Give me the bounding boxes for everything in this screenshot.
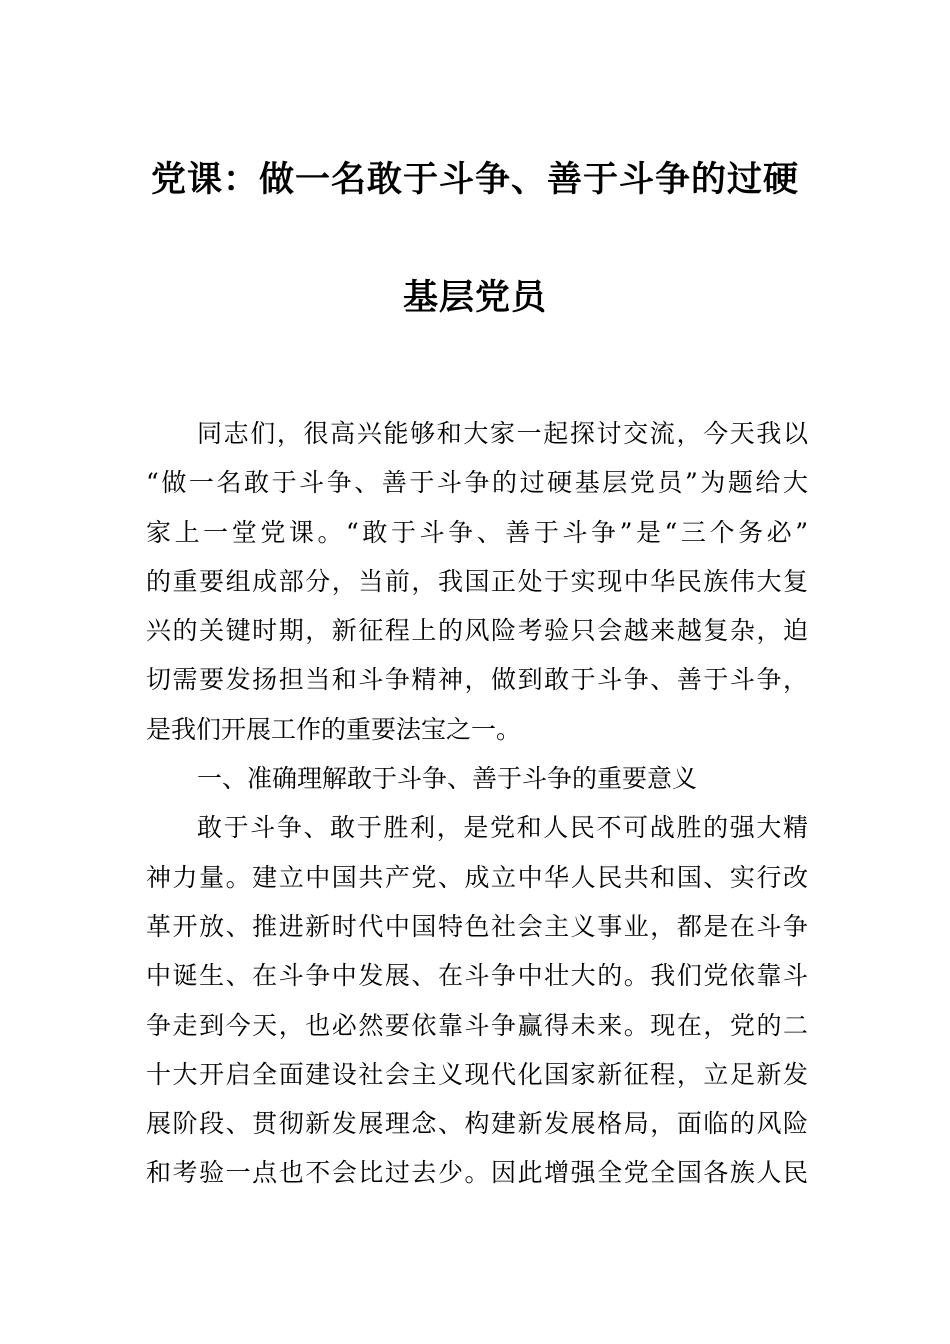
paragraph-line: 革开放、推进新时代中国特色社会主义事业，都是在斗争	[146, 911, 808, 941]
paragraph-line: 同志们，很高兴能够和大家一起探讨交流，今天我以	[197, 419, 808, 448]
paragraph-line: 争走到今天，也必然要依靠斗争赢得未来。现在，党的二	[146, 1010, 808, 1040]
section-heading: 一、准确理解敢于斗争、善于斗争的重要意义	[197, 764, 698, 794]
paragraph-line: 兴的关键时期，新征程上的风险考验只会越来越复杂，迫	[146, 616, 808, 646]
paragraph-line: 敢于斗争、敢于胜利，是党和人民不可战胜的强大精	[197, 813, 808, 843]
paragraph-line: 神力量。建立中国共产党、成立中华人民共和国、实行改	[146, 862, 808, 892]
paragraph-line: 的重要组成部分，当前，我国正处于实现中华民族伟大复	[146, 566, 808, 596]
paragraph-line: 家上一堂党课。“敢于斗争、善于斗争”是“三个务必”	[146, 517, 808, 547]
paragraph-line: 是我们开展工作的重要法宝之一。	[146, 714, 522, 744]
paragraph-line: 十大开启全面建设社会主义现代化国家新征程，立足新发	[146, 1059, 808, 1089]
paragraph-line: 展阶段、贯彻新发展理念、构建新发展格局，面临的风险	[146, 1109, 808, 1139]
paragraph-line: “做一名敢于斗争、善于斗争的过硬基层党员”为题给大	[146, 468, 808, 498]
paragraph-line: 中诞生、在斗争中发展、在斗争中壮大的。我们党依靠斗	[146, 961, 808, 991]
document-title-line-1: 党课：做一名敢于斗争、善于斗争的过硬	[150, 160, 799, 200]
paragraph-line: 和考验一点也不会比过去少。因此增强全党全国各族人民	[146, 1158, 808, 1188]
document-title-line-2: 基层党员	[402, 278, 547, 318]
paragraph-line: 切需要发扬担当和斗争精神，做到敢于斗争、善于斗争，	[146, 665, 808, 695]
document-body	[146, 409, 808, 1198]
